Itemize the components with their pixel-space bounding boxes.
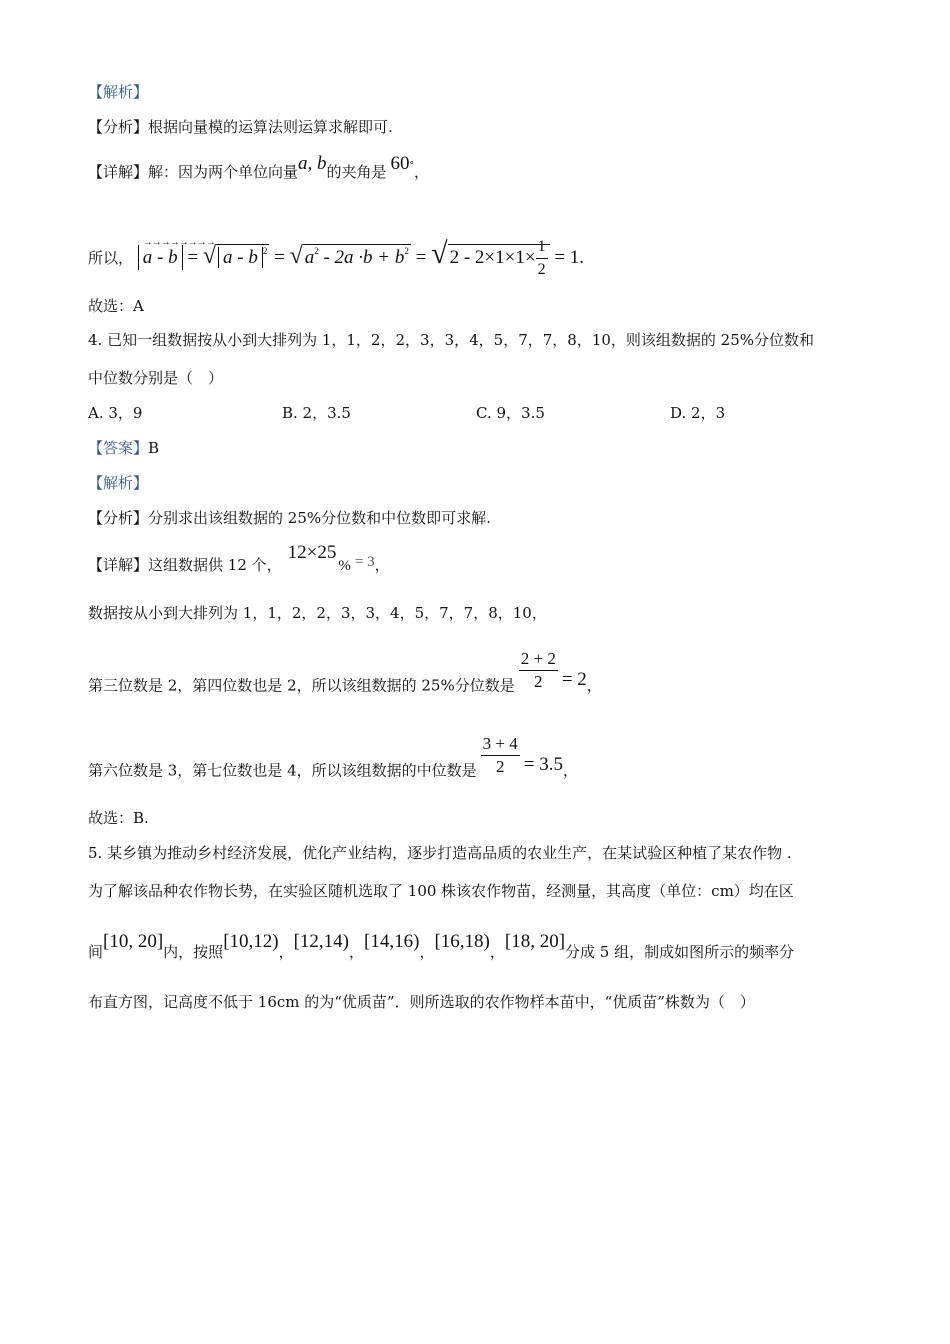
quartile-numerator: 2 + 2 [519, 648, 558, 671]
q5-text-a: 间 [88, 943, 104, 961]
eq-part-1: a - b [142, 246, 178, 268]
q4-sorted-line: 数据按从小到大排列为 1，1，2，2，3，3，4，5，7，7，8，10， [88, 604, 547, 622]
q4-median-line: 第六位数是 3，第七位数也是 4，所以该组数据的中位数是 $\frac{3 + 4}{2}$ = 3.5， [88, 734, 578, 780]
q3-detail: 【详解】解：因为两个单位向量a, b的夹角是 60°， [88, 153, 430, 181]
interval-total: [10, 20] [103, 931, 164, 952]
quartile-text: 第三位数是 2，第四位数也是 2，所以该组数据的 25%分位数是 [88, 676, 515, 695]
eq-part-3a: a [304, 246, 315, 268]
detail-text: 解：因为两个单位向量 [148, 163, 299, 181]
quartile-denominator: 2 [534, 672, 543, 691]
q3-analysis [88, 117, 393, 137]
interval-4: [16,18) [434, 931, 490, 952]
eq-part-2: a - b [223, 246, 258, 268]
q3-choice: 故选：A [88, 297, 144, 315]
median-result: = 3.5 [523, 753, 563, 775]
q3-jiexi-heading: 【解析】 [88, 83, 149, 101]
analysis-text: 根据向量模的运算法则运算求解即可. [148, 118, 393, 136]
angle-value: 60 [390, 153, 410, 174]
q5-text-c: 分成 5 组，制成如图所示的频率分 [565, 943, 795, 961]
interval-2: [12,14) [293, 931, 350, 952]
q5-stem-line1: 5. 某乡镇为推动乡村经济发展，优化产业结构，逐步打造高品质的农业生产，在某试验区种植了某农作物 . [88, 844, 792, 862]
vector-equation: →→→→→→→→ a - b = √ a - b $^2$ = √ $a^2 - 2a \cdot b + b^2$ = √ 2 - 2×1×1× $\frac{1}{2}$ = 1. [138, 247, 584, 268]
answer-value: B [148, 439, 160, 457]
median-numerator: 3 + 4 [481, 733, 520, 756]
q4-answer [88, 438, 159, 458]
eq-part-3b: - 2a ·b + b [318, 246, 405, 268]
eq-result: = 1 [554, 246, 580, 268]
median-denominator: 2 [495, 757, 505, 776]
q4-option-b: B. 2，3.5 [282, 404, 351, 422]
interval-3: [14,16) [364, 931, 420, 952]
analysis-text: 分别求出该组数据的 25%分位数和中位数即可求解. [148, 509, 491, 527]
q4-quartile-line: 第三位数是 2，第四位数也是 2，所以该组数据的 25%分位数是 $\frac{2 + 2}{2}$ = 2， [88, 649, 602, 695]
answer-tag: 【答案】 [88, 439, 149, 457]
detail-text-2: 的夹角是 [326, 163, 387, 181]
eq-part-4: 2 - 2×1×1× [449, 246, 536, 268]
q4-option-c: C. 9，3.5 [476, 404, 545, 422]
q4-option-a: A. 3，9 [88, 404, 143, 422]
suoyi-label: 所以， [88, 248, 134, 267]
analysis-tag: 【分析】 [88, 118, 149, 136]
analysis-tag: 【分析】 [88, 509, 149, 527]
median-text: 第六位数是 3，第七位数也是 4，所以该组数据的中位数是 [88, 761, 477, 780]
q5-stem-line4: 布直方图，记高度不低于 16cm 的为“优质苗”．则所选取的农作物样本苗中，“优质苗”株数为（ ） [88, 993, 755, 1011]
q4-analysis [88, 508, 491, 528]
q4-detail: 【详解】这组数据供 12 个，12×25% = 3， [88, 542, 390, 574]
q5-stem-line2: 为了解该品种农作物长势，在实验区随机选取了 100 株该农作物苗，经测量，其高度（单位：cm）均在区 [88, 882, 794, 900]
vector-ab: a, b [298, 153, 327, 174]
interval-5: [18, 20] [504, 931, 566, 952]
eq-square: 2 [262, 245, 268, 256]
half-numerator: 1 [536, 236, 548, 259]
q4-option-d: D. 2，3 [670, 404, 726, 422]
angle-unit: ° [409, 161, 415, 171]
calc-product: 12×25 [287, 542, 337, 563]
half-denominator: 2 [537, 261, 546, 278]
detail-tag: 【详解】 [88, 163, 149, 181]
detail-text: 这组数据供 12 个， [148, 556, 282, 574]
calc-result: = 3 [354, 554, 375, 570]
q4-stem-line1: 4. 已知一组数据按从小到大排列为 1，1，2，2，3，3，4，5，7，7，8，10，则该组数据的 25%分位数和 [88, 331, 815, 349]
q4-jiexi-heading: 【解析】 [88, 474, 149, 492]
detail-tag: 【详解】 [88, 556, 149, 574]
q5-text-b: 内，按照 [163, 943, 224, 961]
interval-1: [10,12) [223, 931, 279, 952]
q5-stem-line3: 间[10, 20]内，按照[10,12)，[12,14)，[14,16)，[16,18)，[18, 20]分成 5 组，制成如图所示的频率分 [88, 931, 795, 961]
q3-equation-line [88, 236, 584, 281]
calc-percent: % [338, 558, 351, 574]
q4-stem-line2: 中位数分别是（ ） [88, 369, 224, 387]
quartile-result: = 2 [561, 668, 587, 690]
q4-choice: 故选：B. [88, 809, 149, 827]
